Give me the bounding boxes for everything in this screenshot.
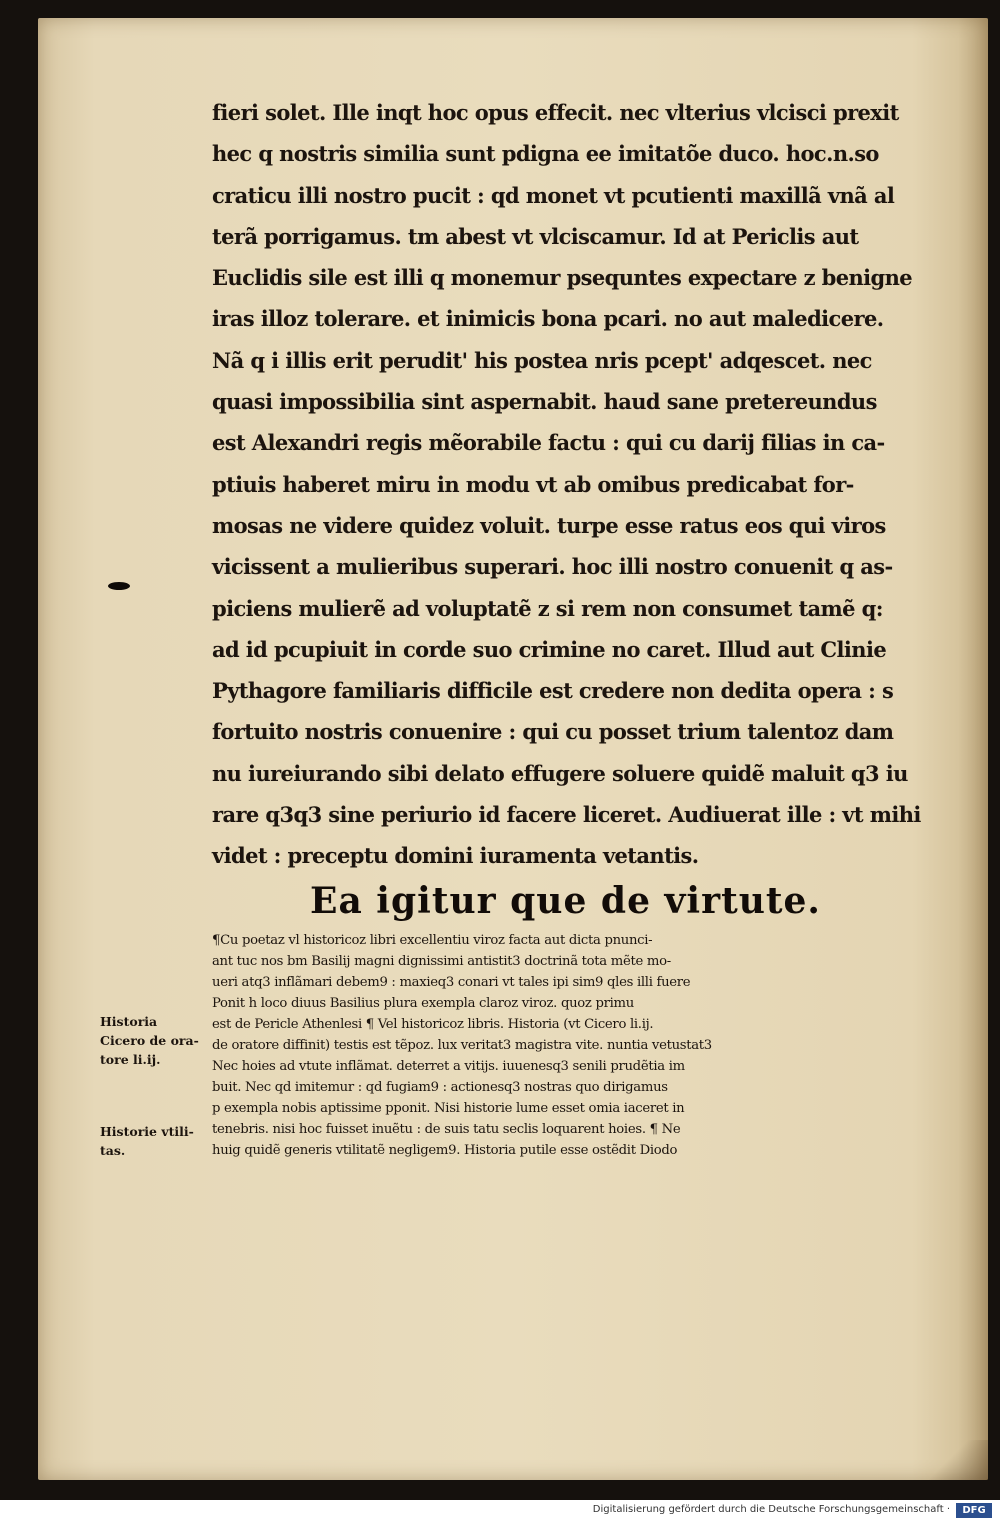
main-text-line: piciens mulierẽ ad voluptatẽ z si rem non consumet tamẽ q: bbox=[212, 595, 883, 621]
main-text-line: fortuito nostris conuenire : qui cu posset trium talentoz dam bbox=[212, 719, 894, 745]
main-text-block bbox=[212, 92, 921, 877]
commentary-line: de oratore diffinit) testis est tẽpoz. lux veritat3 magistra vite. nuntia vetustat3 bbox=[212, 1038, 712, 1053]
margin-note-line: tas. bbox=[100, 1143, 126, 1158]
footer-bar bbox=[0, 1500, 1000, 1522]
commentary-line: ueri atq3 inflãmari debem9 : maxieq3 conari vt tales ipi sim9 qles illi fuere bbox=[212, 975, 691, 990]
commentary-line: ant tuc nos bm Basilij magni dignissimi antistit3 doctrinã tota mẽte mo- bbox=[212, 954, 671, 969]
footer-credit: Digitalisierung gefördert durch die Deutsche Forschungsgemeinschaft · bbox=[592, 1504, 950, 1515]
main-text-line: Euclidis sile est illi q monemur psequntes expectare z benigne bbox=[212, 265, 913, 291]
margin-note-historia bbox=[100, 1012, 199, 1069]
main-text-line: iras illoz tolerare. et inimicis bona pcari. no aut maledicere. bbox=[212, 306, 884, 332]
commentary-line: buit. Nec qd imitemur : qd fugiam9 : actionesq3 nostras quo dirigamus bbox=[212, 1080, 668, 1095]
main-text-line: hec q nostris similia sunt pdigna ee imitatõe duco. hoc.n.so bbox=[212, 141, 879, 167]
margin-note-historie-vtilitas bbox=[100, 1122, 194, 1160]
margin-note-line: Cicero de ora- bbox=[100, 1033, 199, 1048]
main-text-line: nu iureiurando sibi delato effugere soluere quidẽ maluit q3 iu bbox=[212, 760, 908, 786]
main-text-line: fieri solet. Ille inqt hoc opus effecit. nec vlterius vlcisci prexit bbox=[212, 100, 899, 125]
section-heading: Ea igitur que de virtute. bbox=[310, 880, 821, 922]
commentary-line: huig quidẽ generis vtilitatẽ negligem9. Historia putile esse ostẽdit Diodo bbox=[212, 1143, 678, 1158]
main-text-line: mosas ne videre quidez voluit. turpe esse ratus eos qui viros bbox=[212, 512, 886, 538]
main-text-line: ptiuis haberet miru in modu vt ab omibus predicabat for- bbox=[212, 471, 854, 497]
main-text-line: videt : preceptu domini iuramenta vetantis. bbox=[212, 843, 699, 869]
main-text-line: craticu illi nostro pucit : qd monet vt pcutienti maxillã vnã al bbox=[212, 182, 895, 208]
main-text-line: est Alexandri regis mẽorabile factu : qui cu darij filias in ca- bbox=[212, 430, 885, 456]
page-corner-wear bbox=[928, 1440, 988, 1480]
main-text-line: rare q3q3 sine periurio id facere liceret. Audiuerat ille : vt mihi bbox=[212, 802, 921, 828]
commentary-line: Nec hoies ad vtute inflãmat. deterret a vitijs. iuuenesq3 senili prudẽtia im bbox=[212, 1059, 685, 1074]
main-text-line: vicissent a mulieribus superari. hoc illi nostro conuenit q as- bbox=[212, 554, 893, 580]
margin-note-line: Historia bbox=[100, 1014, 158, 1029]
commentary-line: Ponit h loco diuus Basilius plura exempla claroz viroz. quoz primu bbox=[212, 996, 634, 1011]
commentary-line: p exempla nobis aptissime pponit. Nisi historie lume esset omia iaceret in bbox=[212, 1101, 685, 1116]
ink-blot bbox=[108, 582, 130, 590]
margin-note-line: tore li.ij. bbox=[100, 1052, 161, 1067]
commentary-line: tenebris. nisi hoc fuisset inuẽtu : de suis tatu seclis loquarent hoies. ¶ Ne bbox=[212, 1122, 681, 1137]
main-text-line: ad id pcupiuit in corde suo crimine no caret. Illud aut Clinie bbox=[212, 636, 887, 662]
dfg-logo: DFG bbox=[956, 1503, 992, 1518]
main-text-line: Nã q i illis erit perudit' his postea nris pcept' adqescet. nec bbox=[212, 347, 872, 373]
main-text-line: terã porrigamus. tm abest vt vlciscamur. Id at Periclis aut bbox=[212, 223, 859, 249]
main-text-line: quasi impossibilia sint aspernabit. haud sane pretereundus bbox=[212, 389, 877, 415]
commentary-line: ¶Cu poetaz vl historicoz libri excellentiu viroz facta aut dicta pnunci- bbox=[212, 933, 653, 948]
commentary-block bbox=[212, 930, 912, 1161]
commentary-line: est de Pericle Athenlesi ¶ Vel historicoz libris. Historia (vt Cicero li.ij. bbox=[212, 1017, 654, 1032]
margin-note-line: Historie vtili- bbox=[100, 1124, 194, 1139]
main-text-line: Pythagore familiaris difficile est credere non dedita opera : s bbox=[212, 678, 894, 704]
